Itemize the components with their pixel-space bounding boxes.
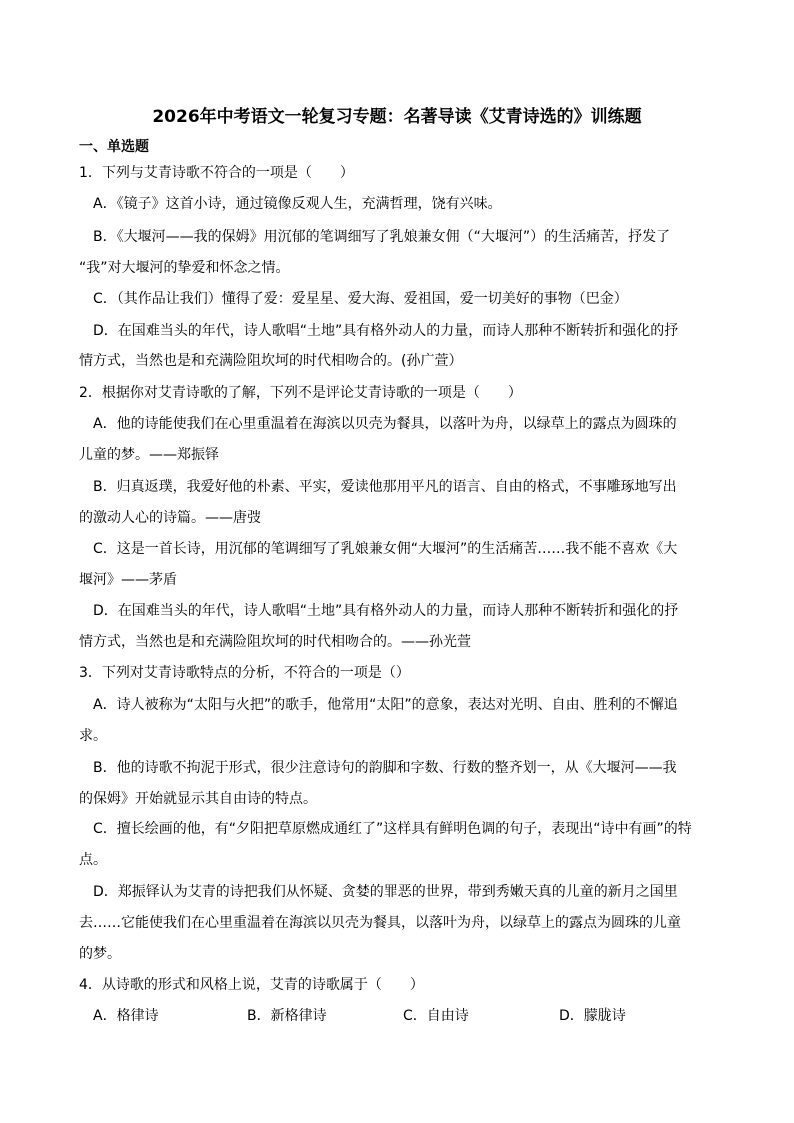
question-3-stem: 3．下列对艾青诗歌特点的分析，不符合的一项是（） (79, 665, 410, 681)
question-4-options (93, 1005, 713, 1027)
question-4-stem: 4．从诗歌的形式和风格上说，艾青的诗歌属于（ ） (79, 977, 424, 993)
question-2-option-b-line1: B．归真返璞，我爱好他的朴素、平实，爱读他那用平凡的语言、自由的格式，不事雕琢地写出 (93, 479, 677, 495)
question-3-option-d-line2: 去……它能使我们在心里重温着在海滨以贝壳为餐具，以落叶为舟，以绿草上的露点为圆珠的儿童 (79, 915, 681, 931)
question-1-option-d-line2: 情方式，当然也是和充满险阻坎坷的时代相吻合的。(孙广萱） (79, 353, 463, 369)
question-3-option-a-line2: 求。 (79, 728, 107, 744)
question-2-option-a-line2: 儿童的梦。——郑振铎 (79, 447, 219, 463)
question-3-option-b-line1: B．他的诗歌不拘泥于形式，很少注意诗句的韵脚和字数、行数的整齐划一，从《大堰河——我 (93, 760, 677, 776)
question-2-option-d-line1: D．在国难当头的年代，诗人歌唱“土地”具有格外动人的力量，而诗人那种不断转折和强化的抒 (93, 603, 679, 619)
section-heading: 一、单选题 (79, 139, 149, 155)
question-3-option-a-line1: A．诗人被称为“太阳与火把”的歌手，他常用“太阳”的意象，表达对光明、自由、胜利的不懈追 (93, 697, 678, 713)
question-4-option-b: B．新格律诗 (247, 1008, 327, 1024)
question-1-option-b-line2: “我”对大堰河的挚爱和怀念之情。 (79, 260, 290, 276)
question-1-option-b-line1: B．《大堰河——我的保姆》用沉郁的笔调细写了乳娘兼女佣（“大堰河”）的生活痛苦，抒发了 (93, 229, 671, 245)
question-1-stem: 1．下列与艾青诗歌不符合的一项是（ ） (79, 165, 354, 181)
question-4-option-a: A．格律诗 (93, 1008, 159, 1024)
question-2-option-d-line2: 情方式，当然也是和充满险阻坎坷的时代相吻合的。——孙光萱 (79, 634, 471, 650)
question-3-option-d-line3: 的梦。 (79, 946, 121, 962)
question-3-option-c-line1: C．擅长绘画的他，有“夕阳把草原燃成通红了”这样具有鲜明色调的句子，表现出“诗中有画”的特 (93, 821, 692, 837)
question-3-option-d-line1: D．郑振铎认为艾青的诗把我们从怀疑、贪婪的罪恶的世界，带到秀嫩天真的儿童的新月之国里 (93, 884, 678, 900)
question-1-option-a: A．《镜子》这首小诗，通过镜像反观人生，充满哲理，饶有兴味。 (93, 196, 502, 212)
question-4-option-d: D．朦胧诗 (559, 1008, 626, 1024)
question-2-option-a-line1: A．他的诗能使我们在心里重温着在海滨以贝壳为餐具，以落叶为舟，以绿草上的露点为圆珠的 (93, 416, 677, 432)
question-2-option-b-line2: 的激动人心的诗篇。——唐弢 (79, 510, 261, 526)
question-1-option-d-line1: D．在国难当头的年代，诗人歌唱“土地”具有格外动人的力量，而诗人那种不断转折和强化的抒 (93, 323, 679, 339)
document-title: 2026年中考语文一轮复习专题：名著导读《艾青诗选的》训练题 (152, 107, 642, 127)
question-3-option-b-line2: 的保姆》开始就显示其自由诗的特点。 (79, 791, 317, 807)
question-2-stem: 2．根据你对艾青诗歌的了解，下列不是评论艾青诗歌的一项是（ ） (79, 385, 522, 401)
question-2-option-c-line1: C．这是一首长诗，用沉郁的笔调细写了乳娘兼女佣“大堰河”的生活痛苦……我不能不喜欢《大 (93, 541, 678, 557)
question-1-option-c: C．（其作品让我们）懂得了爱：爱星星、爱大海、爱祖国，爱一切美好的事物（巴金） (93, 291, 628, 307)
question-3-option-c-line2: 点。 (79, 852, 107, 868)
question-2-option-c-line2: 堰河》——茅盾 (79, 572, 177, 588)
question-4-option-c: C．自由诗 (403, 1008, 469, 1024)
